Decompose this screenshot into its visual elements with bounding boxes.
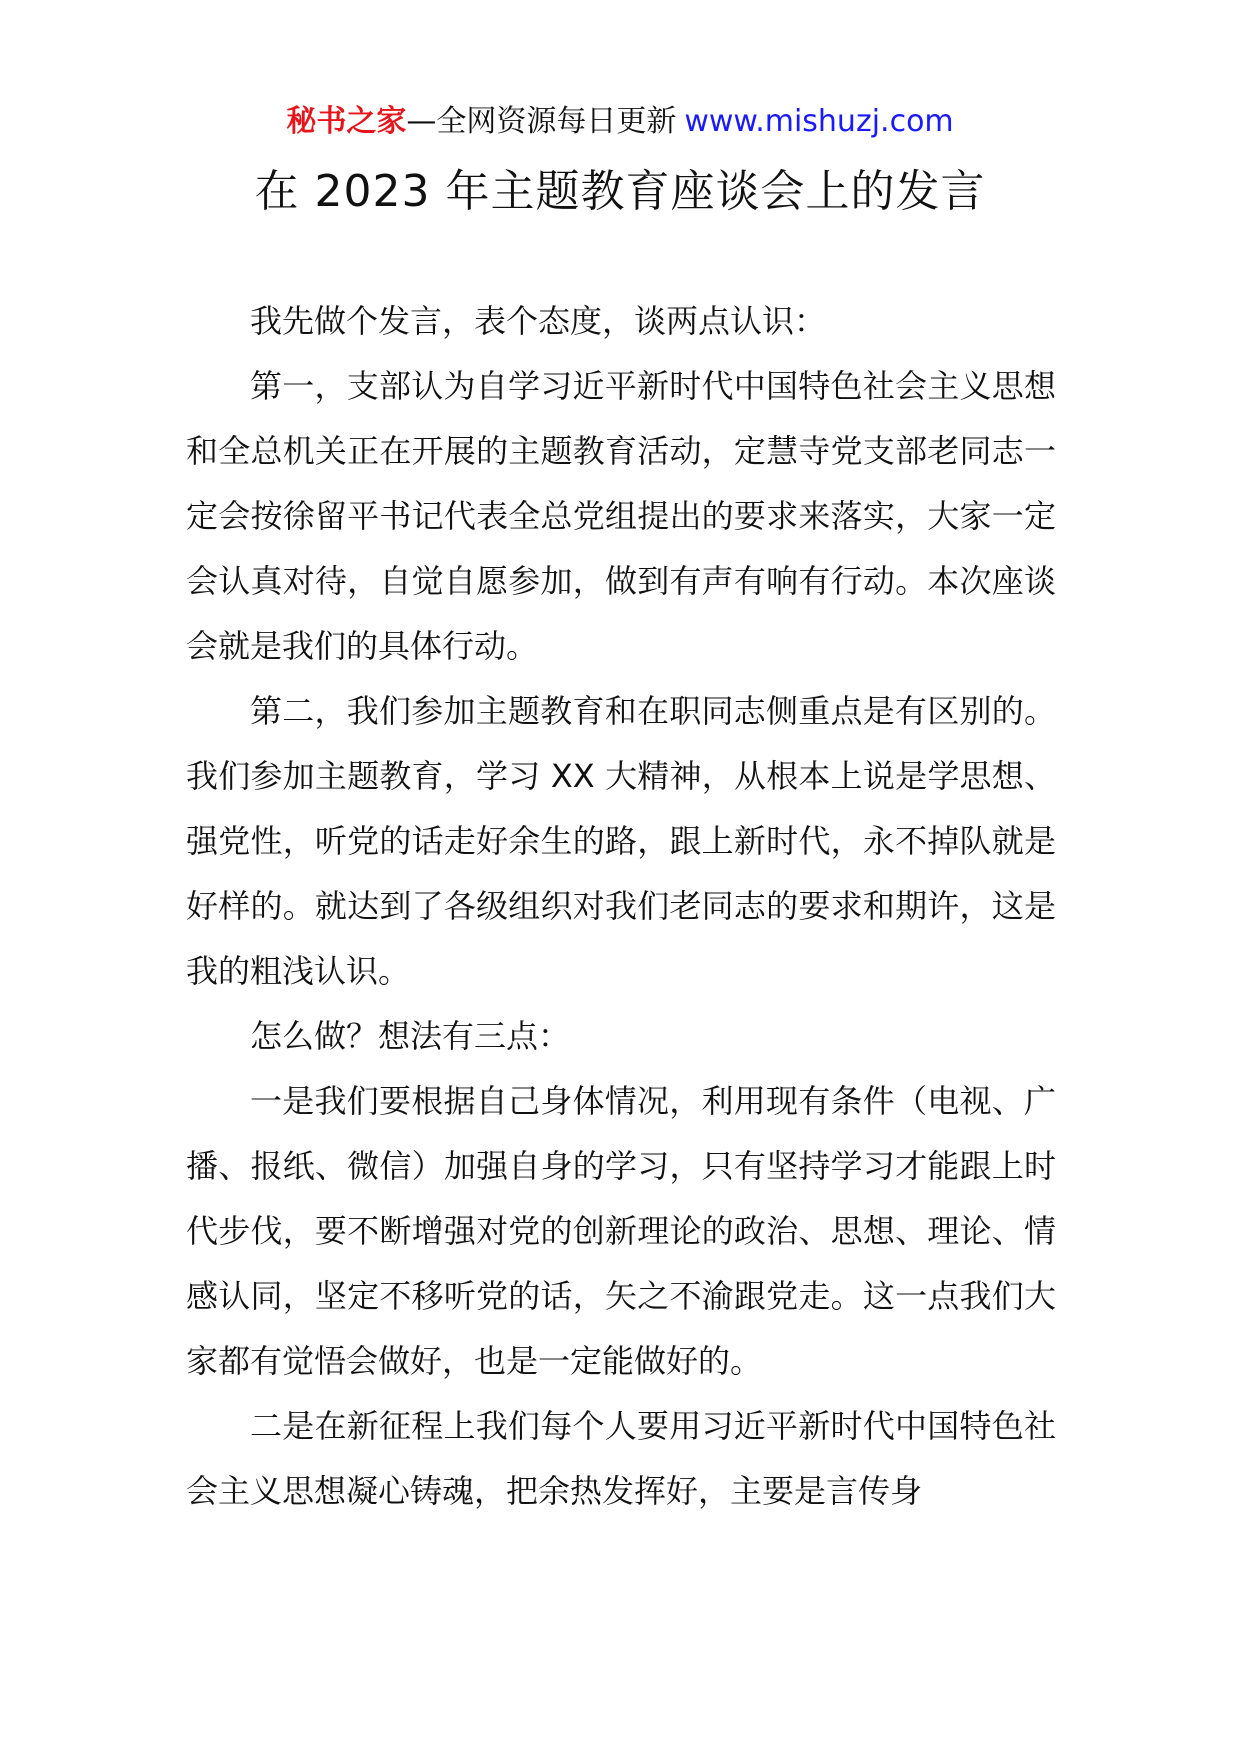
paragraph-idea-one: 一是我们要根据自己身体情况，利用现有条件（电视、广播、报纸、微信）加强自身的学习，只有坚持学习才能跟上时代步伐，要不断增强对党的创新理论的政治、思想、理论、情感认同，坚定不移听党的话，矢之不渝跟党走。这一点我们大家都有觉悟会做好，也是一定能做好的。 <box>186 1082 1056 1380</box>
paragraph-idea-two: 二是在新征程上我们每个人要用习近平新时代中国特色社会主义思想凝心铸魂，把余热发挥好，主要是言传身 <box>186 1407 1056 1510</box>
site-url-link[interactable]: www.mishuzj.com <box>684 104 954 139</box>
site-brand: 秘书之家 <box>286 104 407 139</box>
paragraph-how-to: 怎么做？想法有三点： <box>250 1017 571 1055</box>
paragraph-second-point: 第二，我们参加主题教育和在职同志侧重点是有区别的。我们参加主题教育，学习 XX 大精神，从根本上说是学思想、强党性，听党的话走好余生的路，跟上新时代，永不掉队就是好样的。就达到了各级组织对我们老同志的要求和期许，这是我的粗浅认识。 <box>186 692 1056 990</box>
document-title: 在 2023 年主题教育座谈会上的发言 <box>254 166 986 217</box>
site-tagline: —全网资源每日更新 <box>406 104 677 139</box>
paragraph-first-point: 第一，支部认为自学习近平新时代中国特色社会主义思想和全总机关正在开展的主题教育活动，定慧寺党支部老同志一定会按徐留平书记代表全总党组提出的要求来落实，大家一定会认真对待，自觉自愿参加，做到有声有响有行动。本次座谈会就是我们的具体行动。 <box>186 367 1056 665</box>
paragraph-intro: 我先做个发言，表个态度，谈两点认识： <box>250 302 827 340</box>
document-body <box>186 289 1056 1524</box>
site-header <box>0 100 1240 144</box>
